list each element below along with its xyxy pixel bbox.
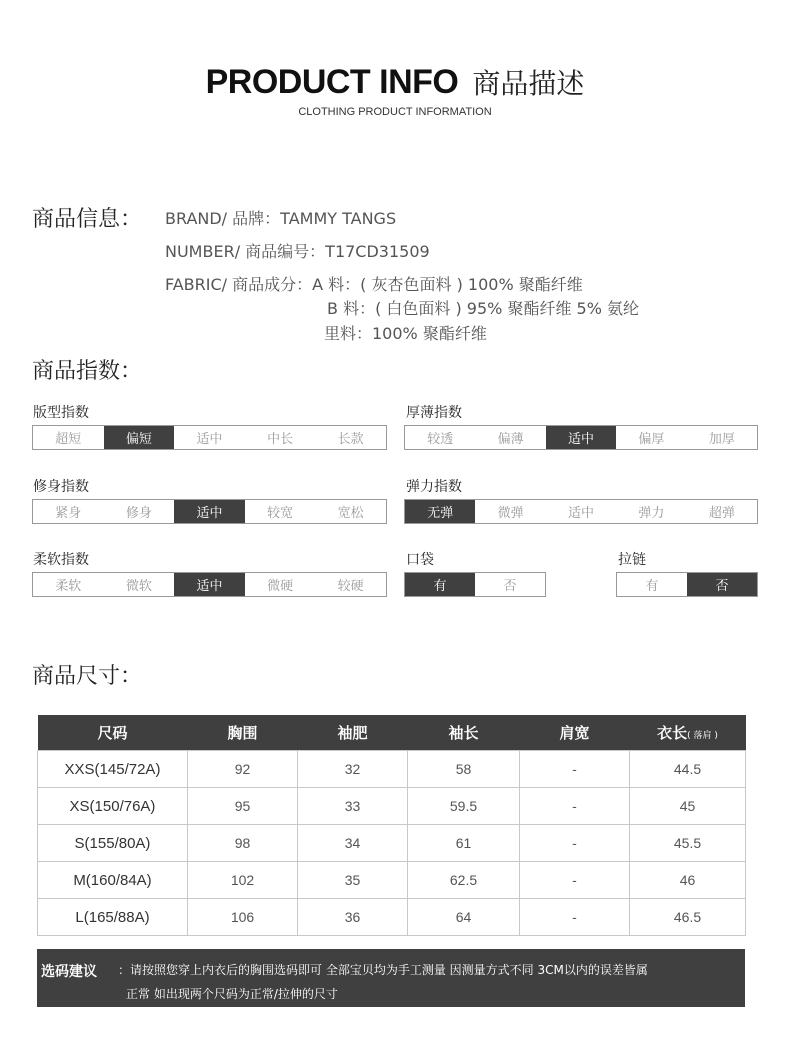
table-cell: 102 [188,862,298,899]
elastic-option: 无弹 [405,500,475,523]
slim-index-scale [32,499,387,524]
slim-option: 适中 [174,500,245,523]
softness-index-scale [32,572,387,597]
fit-index-label: 版型指数 [33,405,89,421]
table-cell: 98 [188,825,298,862]
table-cell: 92 [188,751,298,788]
fabric-b-line: B 料：( 白色面料 ) 95% 聚酯纤维 5% 氨纶 [327,299,640,318]
table-cell: 33 [298,788,408,825]
table-cell: L(165/88A) [38,899,188,936]
softness-option: 较硬 [337,579,364,594]
softness-index-label: 柔软指数 [33,552,89,568]
table-row [38,862,746,899]
pocket-scale [404,572,546,597]
table-cell: 95 [188,788,298,825]
page-subtitle: CLOTHING PRODUCT INFORMATION [298,106,492,118]
table-cell: 44.5 [630,751,746,788]
thickness-option: 较透 [427,432,454,447]
table-cell: 45 [630,788,746,825]
col-header: 衣长 [657,724,688,742]
brand-line: BRAND/ 品牌：TAMMY TANGS [165,209,397,228]
fit-option: 适中 [196,432,223,447]
title-english: PRODUCT INFO [205,63,459,101]
zipper-label: 拉链 [618,552,646,568]
fit-index-scale [32,425,387,450]
fit-option: 偏短 [104,426,175,449]
zipper-option: 有 [645,579,659,594]
thickness-option: 适中 [546,426,616,449]
slim-option: 修身 [125,506,152,521]
elastic-option: 弹力 [638,506,665,521]
table-cell: - [520,788,630,825]
col-header: 肩宽 [520,715,630,751]
title-chinese: 商品描述 [472,67,585,100]
table-row [38,751,746,788]
table-cell: 106 [188,899,298,936]
softness-option: 柔软 [55,579,82,594]
indices-heading: 商品指数： [32,359,143,384]
table-cell: 36 [298,899,408,936]
number-line: NUMBER/ 商品编号：T17CD31509 [165,242,430,261]
elastic-index-label: 弹力指数 [406,479,462,495]
pocket-option: 否 [503,579,517,594]
thickness-index-scale [404,425,758,450]
fit-option: 超短 [55,432,82,447]
softness-option: 微硬 [267,579,294,594]
elastic-option: 超弹 [708,506,735,521]
size-advice-line2: 正常 如出现两个尺码为正常/拉伸的尺寸 [126,987,338,1001]
table-cell: - [520,825,630,862]
slim-option: 较宽 [267,506,294,521]
table-row [38,788,746,825]
table-cell: XXS(145/72A) [38,751,188,788]
fabric-a-line: FABRIC/ 商品成分：A 料：( 灰杏色面料 ) 100% 聚酯纤维 [165,275,583,294]
table-cell: 62.5 [408,862,520,899]
table-cell: XS(150/76A) [38,788,188,825]
table-row [38,825,746,862]
table-cell: - [520,862,630,899]
size-table [37,715,746,936]
thickness-index-label: 厚薄指数 [406,405,462,421]
col-header: 胸围 [188,715,298,751]
col-header-length [630,715,746,751]
size-advice-line1: ：请按照您穿上内衣后的胸围选码即可 全部宝贝均为手工测量 因测量方式不同 3CM以内的误差皆属 [118,963,648,977]
size-table-header [38,715,746,751]
col-header: 袖肥 [298,715,408,751]
thickness-option: 偏薄 [497,432,524,447]
softness-option: 适中 [174,573,245,596]
table-cell: 61 [408,825,520,862]
table-cell: 58 [408,751,520,788]
table-cell: 32 [298,751,408,788]
softness-option: 微软 [125,579,152,594]
col-header: 尺码 [38,715,188,751]
col-header: 袖长 [408,715,520,751]
size-chart-heading: 商品尺寸： [32,664,143,689]
lining-line: 里料：100% 聚酯纤维 [324,324,487,343]
pocket-label: 口袋 [406,552,434,568]
slim-option: 紧身 [55,506,82,521]
fit-option: 中长 [267,432,294,447]
product-info-heading: 商品信息： [32,207,143,232]
elastic-option: 微弹 [497,506,524,521]
page-title [0,62,790,102]
table-cell: S(155/80A) [38,825,188,862]
thickness-option: 偏厚 [638,432,665,447]
table-cell: - [520,899,630,936]
table-row [38,899,746,936]
table-cell: 64 [408,899,520,936]
elastic-index-scale [404,499,758,524]
table-cell: 46.5 [630,899,746,936]
table-cell: 35 [298,862,408,899]
slim-index-label: 修身指数 [33,479,89,495]
table-cell: 45.5 [630,825,746,862]
table-cell: - [520,751,630,788]
table-cell: M(160/84A) [38,862,188,899]
zipper-option: 否 [687,573,757,596]
table-cell: 46 [630,862,746,899]
col-header-note: ( 落肩 ) [687,731,718,741]
table-cell: 34 [298,825,408,862]
size-advice-label: 选码建议 [41,964,97,980]
elastic-option: 适中 [568,506,595,521]
fit-option: 长款 [337,432,364,447]
slim-option: 宽松 [337,506,364,521]
thickness-option: 加厚 [708,432,735,447]
table-cell: 59.5 [408,788,520,825]
zipper-scale [616,572,758,597]
pocket-option: 有 [405,573,475,596]
